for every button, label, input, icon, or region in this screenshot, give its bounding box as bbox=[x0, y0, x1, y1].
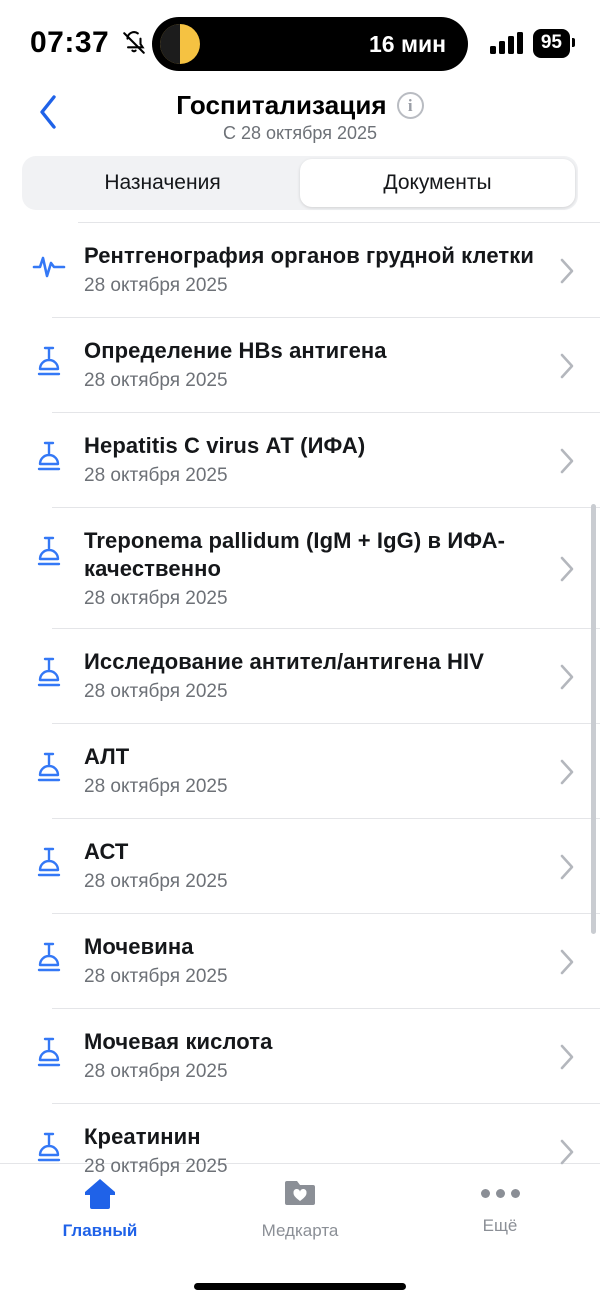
list-item-body bbox=[72, 242, 556, 297]
list-item-body bbox=[72, 337, 556, 392]
chevron-right-icon bbox=[556, 256, 578, 286]
info-icon[interactable]: i bbox=[397, 92, 424, 119]
list-item-date: 28 октября 2025 bbox=[84, 465, 228, 487]
page-subtitle: С 28 октября 2025 bbox=[222, 123, 377, 143]
lab-test-icon bbox=[26, 745, 72, 791]
list-item[interactable] bbox=[0, 1103, 600, 1198]
list-item-date: 28 октября 2025 bbox=[84, 1156, 228, 1178]
chevron-right-icon bbox=[556, 351, 578, 381]
list-item-title: Мочевина bbox=[84, 934, 194, 960]
home-indicator[interactable] bbox=[194, 1283, 406, 1290]
documents-list-area bbox=[0, 222, 600, 1178]
list-item-title: Treponema pallidum (IgM + IgG) в ИФА-качественно bbox=[84, 528, 506, 582]
status-bar-indicators bbox=[490, 29, 570, 58]
chevron-right-icon bbox=[556, 947, 578, 977]
list-item-title: Мочевая кислота bbox=[84, 1029, 273, 1055]
documents-list[interactable] bbox=[0, 222, 600, 1178]
list-item[interactable] bbox=[0, 507, 600, 628]
list-item-title: АЛТ bbox=[84, 744, 130, 770]
list-item-body bbox=[72, 432, 556, 487]
vertical-scrollbar[interactable] bbox=[591, 504, 596, 934]
list-item[interactable] bbox=[0, 317, 600, 412]
cellular-signal-icon bbox=[490, 32, 523, 54]
list-item-date: 28 октября 2025 bbox=[84, 776, 228, 798]
chevron-right-icon bbox=[556, 554, 578, 584]
list-item-body bbox=[72, 648, 556, 703]
list-item[interactable] bbox=[0, 222, 600, 317]
lab-test-icon bbox=[26, 339, 72, 385]
lab-test-icon bbox=[26, 1125, 72, 1171]
list-item-title: Рентгенография органов грудной клетки bbox=[84, 243, 534, 268]
segmented-control bbox=[22, 156, 578, 210]
list-item-body bbox=[72, 1123, 556, 1178]
tab-home-label: Главный bbox=[62, 1221, 138, 1240]
tab-more-label: Ещё bbox=[482, 1216, 518, 1235]
bell-slash-icon bbox=[121, 30, 147, 56]
list-item-date: 28 октября 2025 bbox=[84, 1061, 228, 1083]
dynamic-island-label: 16 мин bbox=[368, 30, 446, 57]
back-button[interactable] bbox=[26, 90, 70, 134]
segmented-control-wrapper bbox=[0, 148, 600, 222]
list-item-date: 28 октября 2025 bbox=[84, 966, 228, 988]
dynamic-island[interactable] bbox=[152, 17, 468, 71]
nav-center bbox=[176, 90, 423, 144]
list-item-title: АСТ bbox=[84, 839, 129, 865]
list-item[interactable] bbox=[0, 628, 600, 723]
status-bar bbox=[0, 0, 600, 86]
list-item-body bbox=[72, 838, 556, 893]
tab-documents[interactable]: Документы bbox=[300, 159, 575, 207]
list-item-body bbox=[72, 743, 556, 798]
list-item-body bbox=[72, 527, 556, 610]
list-item[interactable] bbox=[0, 412, 600, 507]
lab-test-icon bbox=[26, 1030, 72, 1076]
chevron-right-icon bbox=[556, 662, 578, 692]
list-item-date: 28 октября 2025 bbox=[84, 370, 228, 392]
status-bar-time: 07:37 bbox=[30, 26, 110, 59]
list-item-date: 28 октября 2025 bbox=[84, 275, 228, 297]
home-indicator-area bbox=[0, 1269, 600, 1303]
chevron-right-icon bbox=[556, 757, 578, 787]
chevron-right-icon bbox=[556, 852, 578, 882]
lab-test-icon bbox=[26, 434, 72, 480]
list-item-title: Hepatitis C virus АТ (ИФА) bbox=[84, 433, 366, 458]
list-item-title: Исследование антител/антигена HIV bbox=[84, 649, 484, 675]
chevron-right-icon bbox=[556, 446, 578, 476]
chevron-right-icon bbox=[556, 1137, 578, 1167]
list-item-date: 28 октября 2025 bbox=[84, 588, 228, 610]
ecg-wave-icon bbox=[26, 244, 72, 290]
battery-indicator: 95 bbox=[533, 29, 570, 58]
timer-progress-icon bbox=[160, 24, 200, 64]
lab-test-icon bbox=[26, 840, 72, 886]
list-item-date: 28 октября 2025 bbox=[84, 871, 228, 893]
navigation-bar bbox=[0, 86, 600, 148]
list-item[interactable] bbox=[0, 913, 600, 1008]
lab-test-icon bbox=[26, 650, 72, 696]
list-item-title: Креатинин bbox=[84, 1124, 201, 1150]
lab-test-icon bbox=[26, 529, 72, 575]
list-item-body bbox=[72, 933, 556, 988]
list-item[interactable] bbox=[0, 818, 600, 913]
lab-test-icon bbox=[26, 935, 72, 981]
list-item[interactable] bbox=[0, 723, 600, 818]
list-item-title: Определение HBs антигена bbox=[84, 338, 387, 363]
page-title: Госпитализация bbox=[176, 90, 387, 120]
list-item-body bbox=[72, 1028, 556, 1083]
list-item-date: 28 октября 2025 bbox=[84, 681, 228, 703]
list-item[interactable] bbox=[0, 1008, 600, 1103]
tab-prescriptions[interactable]: Назначения bbox=[104, 171, 221, 194]
tab-medcard-label: Медкарта bbox=[261, 1221, 339, 1240]
chevron-right-icon bbox=[556, 1042, 578, 1072]
